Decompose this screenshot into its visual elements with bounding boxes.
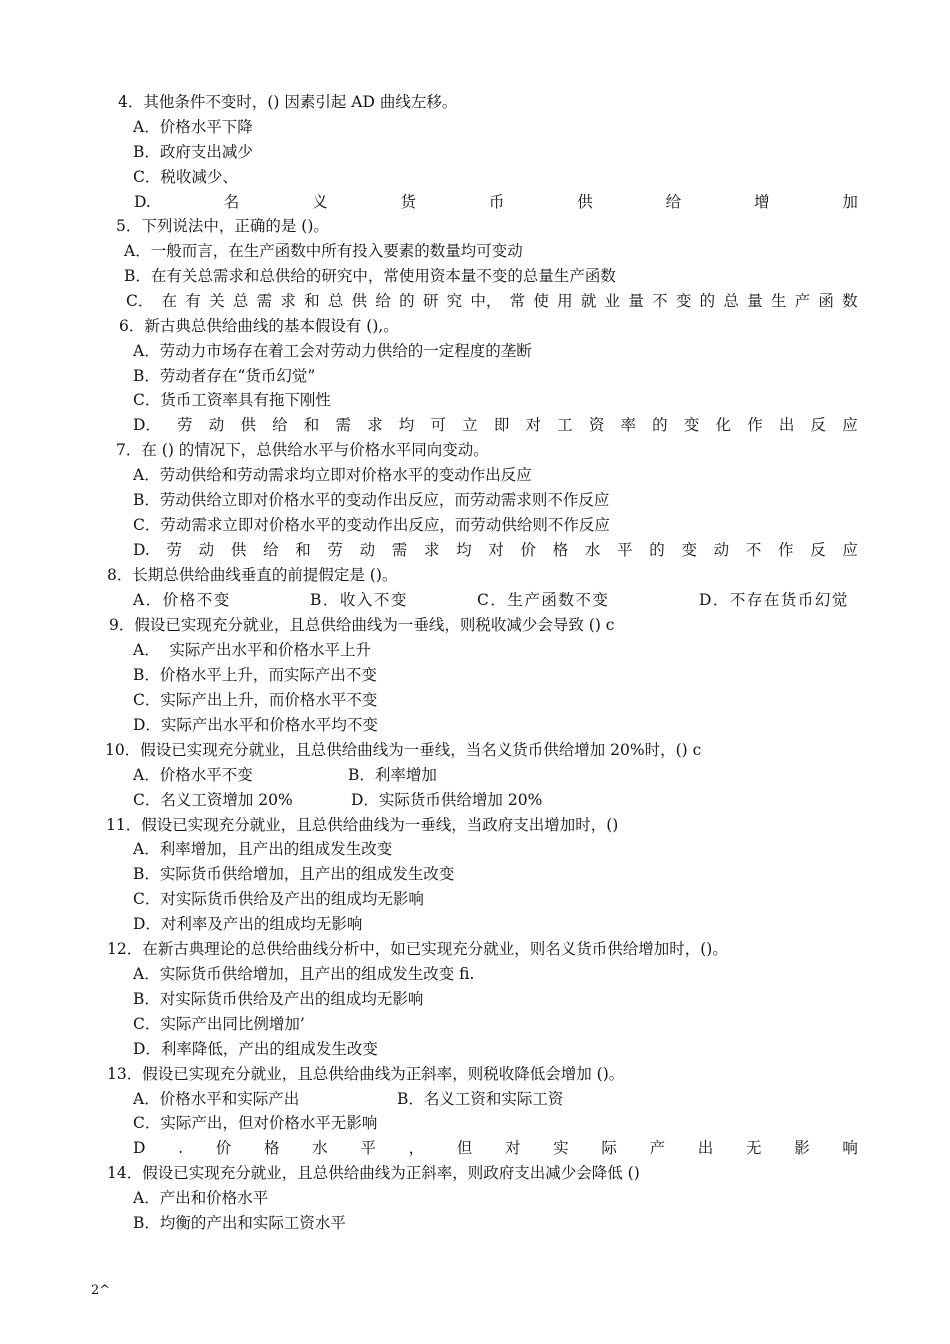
question-14-option-a: A．产出和价格水平 <box>133 1189 269 1207</box>
question-13-option-a: A．价格水平和实际产出 <box>133 1090 300 1108</box>
question-11-option-b: B．实际货币供给增加，且产出的组成发生改变 <box>133 865 455 883</box>
question-6-option-c: C．货币工资率具有拖下刚性 <box>133 391 331 409</box>
question-12-option-b: B．对实际货币供给及产出的组成均无影响 <box>133 990 424 1008</box>
question-9-option-d: D．实际产出水平和价格水平均不变 <box>133 716 378 734</box>
question-9-option-a: A． 实际产出水平和价格水平上升 <box>133 641 372 659</box>
question-7-stem: 7．在 () 的情况下，总供给水平与价格水平同向变动。 <box>116 441 489 459</box>
question-5-option-b: B．在有关总需求和总供给的研究中，常使用资本量不变的总量生产函数 <box>124 267 616 285</box>
question-4-option-c: C．税收减少、 <box>133 168 238 186</box>
question-4-stem: 4．其他条件不变时，() 因素引起 AD 曲线左移。 <box>118 93 458 111</box>
question-6-option-a: A．劳动力市场存在着工会对劳动力供给的一定程度的垄断 <box>133 342 532 360</box>
question-7-option-d: D. 劳 动 供 给 和 劳 动 需 求 均 对 价 格 水 平 的 变 动 不 作 反 应 <box>133 541 858 559</box>
question-5-option-c: C． 在 有 关 总 需 求 和 总 供 给 的 研 究 中， 常 使 用 就 业 量 不 变 的 总 量 生 产 函 数 <box>126 292 858 310</box>
question-8-option-d: D．不存在货币幻觉 <box>699 591 849 609</box>
question-8-option-c: C．生产函数不变 <box>477 591 610 609</box>
question-14-stem: 14．假设已实现充分就业，且总供给曲线为正斜率，则政府支出减少会降低 () <box>107 1164 640 1182</box>
question-4-option-a: A．价格水平下降 <box>133 118 253 136</box>
question-10-options-row-2 <box>0 788 950 813</box>
question-10-option-b: B．利率增加 <box>348 766 437 784</box>
question-5-stem: 5．下列说法中，正确的是 ()。 <box>116 217 329 235</box>
question-12-stem: 12．在新古典理论的总供给曲线分析中，如已实现充分就业，则名义货币供给增加时，()。 <box>107 940 728 958</box>
question-8-option-a: A．价格不变 <box>133 591 231 609</box>
question-11-stem: 11．假设已实现充分就业，且总供给曲线为一垂线，当政府支出增加时，() <box>106 816 619 834</box>
question-13-option-c: C．实际产出，但对价格水平无影响 <box>133 1114 378 1132</box>
question-7-option-c: C．劳动需求立即对价格水平的变动作出反应，而劳动供给则不作反应 <box>133 516 610 534</box>
question-10-option-d: D．实际货币供给增加 20% <box>351 791 543 809</box>
question-4-option-b: B．政府支出减少 <box>133 143 253 161</box>
question-9-option-b: B．价格水平上升，而实际产出不变 <box>133 666 377 684</box>
question-6-option-b: B．劳动者存在“货币幻觉” <box>133 367 316 385</box>
question-10-options-row-1 <box>0 763 950 788</box>
question-13-stem: 13．假设已实现充分就业，且总供给曲线为正斜率，则税收降低会增加 ()。 <box>107 1065 625 1083</box>
question-8-stem: 8．长期总供给曲线垂直的前提假定是 ()。 <box>107 566 398 584</box>
question-7-option-a: A．劳动供给和劳动需求均立即对价格水平的变动作出反应 <box>133 466 532 484</box>
question-11-option-a: A．利率增加，且产出的组成发生改变 <box>133 840 393 858</box>
question-11-option-c: C．对实际货币供给及产出的组成均无影响 <box>133 890 424 908</box>
question-12-option-a: A．实际货币供给增加，且产出的组成发生改变 fi. <box>133 965 475 983</box>
page-number: 2^ <box>91 1283 111 1298</box>
question-10-stem: 10．假设已实现充分就业，且总供给曲线为一垂线，当名义货币供给增加 20%时，() c <box>105 741 702 759</box>
question-13-option-b: B．名义工资和实际工资 <box>397 1090 564 1108</box>
question-9-option-c: C．实际产出上升，而价格水平不变 <box>133 691 378 709</box>
question-13-options-row-1 <box>0 1087 950 1112</box>
question-6-stem: 6．新古典总供给曲线的基本假设有 (),。 <box>119 317 399 335</box>
question-12-option-c: C．实际产出同比例增加’ <box>133 1015 305 1033</box>
question-9-stem: 9．假设已实现充分就业，且总供给曲线为一垂线，则税收减少会导致 () c <box>109 616 615 634</box>
question-11-option-d: D．对利率及产出的组成均无影响 <box>133 915 363 933</box>
question-7-option-b: B．劳动供给立即对价格水平的变动作出反应，而劳动需求则不作反应 <box>133 491 610 509</box>
question-6-option-d: D． 劳 动 供 给 和 需 求 均 可 立 即 对 工 资 率 的 变 化 作 出 反 应 <box>133 416 858 434</box>
question-10-option-a: A．价格水平不变 <box>133 766 253 784</box>
question-14-option-b: B．均衡的产出和实际工资水平 <box>133 1214 346 1232</box>
question-10-option-c: C．名义工资增加 20% <box>133 791 293 809</box>
question-8-option-b: B．收入不变 <box>310 591 408 609</box>
question-4-option-d: D. 名 义 货 币 供 给 增 加 <box>134 193 858 211</box>
question-12-option-d: D．利率降低，产出的组成发生改变 <box>133 1040 378 1058</box>
question-13-option-d: D . 价 格 水 平 ， 但 对 实 际 产 出 无 影 响 <box>133 1139 858 1157</box>
question-8-options <box>0 588 950 613</box>
question-5-option-a: A．一般而言，在生产函数中所有投入要素的数量均可变动 <box>124 242 523 260</box>
